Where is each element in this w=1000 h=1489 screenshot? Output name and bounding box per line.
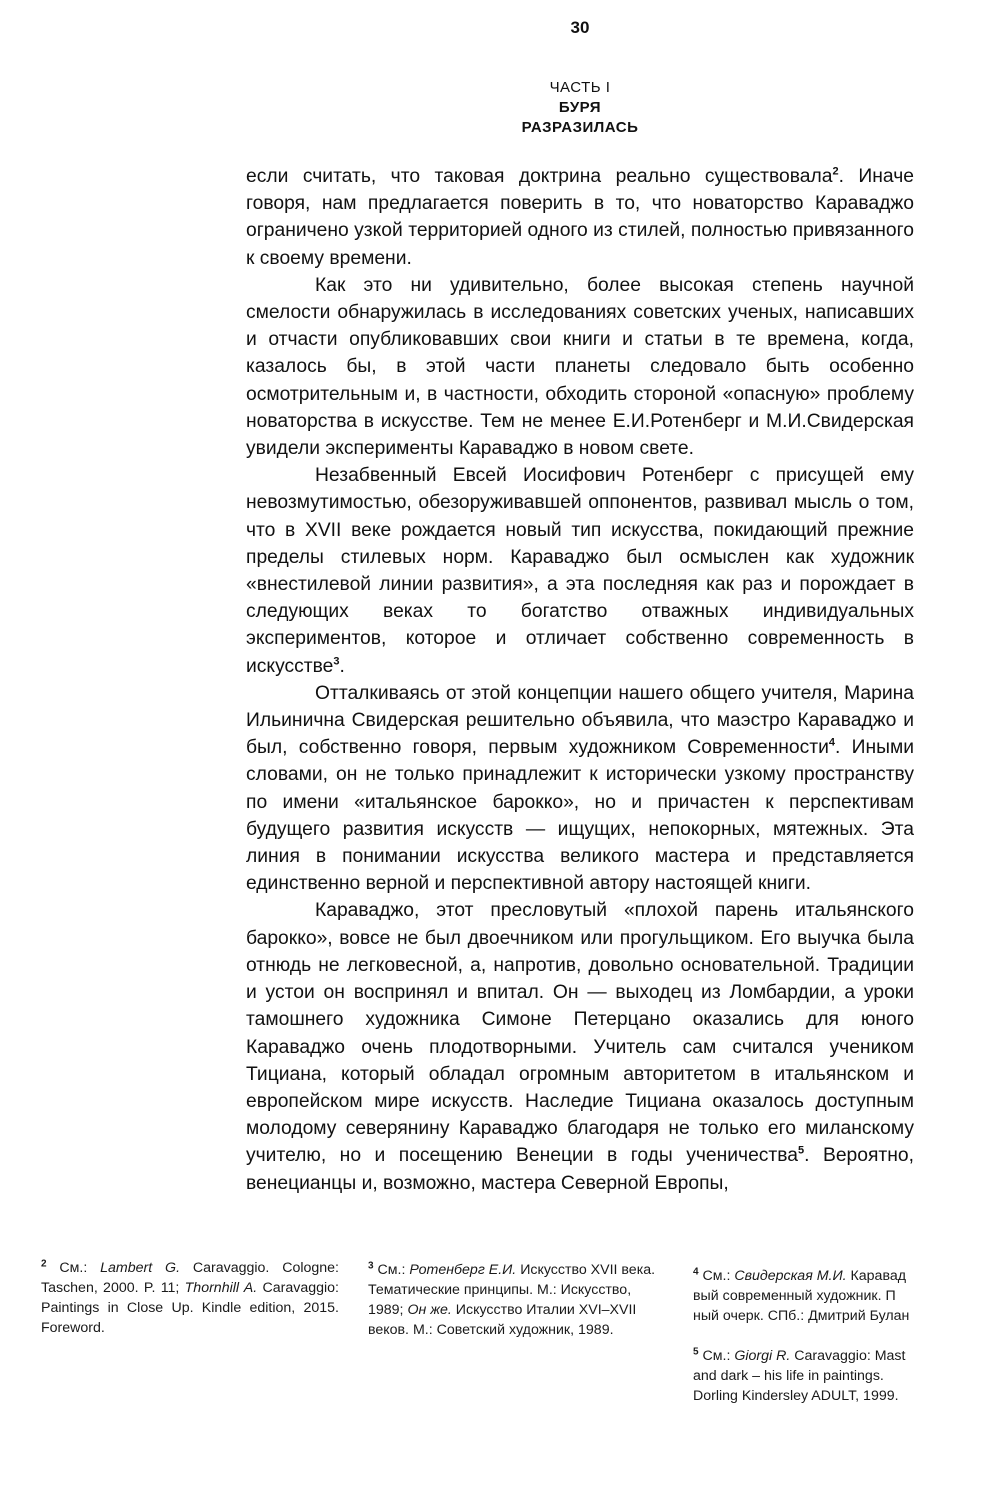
footnote-3-text-3: Искусство Италии XVI–XVII веков. М.: Советский художник, 1989.: [368, 1302, 637, 1338]
footnote-3: [368, 1260, 668, 1340]
footnote-2-text-3: Caravaggio: Paintings in Close Up. Kindle edition, 2015. Foreword.: [41, 1280, 339, 1336]
page-number: 30: [570, 18, 590, 37]
footnote-5: [693, 1346, 922, 1406]
paragraph-1-text-end: . Иначе говоря, нам предлагается поверить в то, что новаторство Караваджо ограничено узкой территорией одного из стилей, полностью привязанного к своему времени.: [246, 166, 914, 269]
paragraph-1-text: если считать, что таковая доктрина реально существовала: [246, 166, 833, 187]
footnote-5-text-1: Caravaggio: Mast: [790, 1348, 906, 1364]
footnote-2-author-2: Thornhill A.: [184, 1280, 258, 1296]
footnote-2-text-2: Caravaggio. Cologne: Taschen, 2000. P. 11;: [41, 1260, 339, 1296]
chapter-title-line-2: РАЗРАЗИЛАСЬ: [521, 119, 639, 136]
footnote-3-text-2: Искусство XVII века. Тематические принципы. М.: Искусство, 1989;: [368, 1262, 656, 1318]
footnote-4-line-1: [693, 1266, 922, 1286]
footnote-ref-4: 4: [828, 736, 836, 749]
footnote-3-author-2: Он же.: [407, 1302, 452, 1318]
footnote-2-text: См.:: [46, 1260, 101, 1276]
paragraph-4: [246, 680, 914, 898]
paragraph-4-text: Отталкиваясь от этой концепции нашего общего учителя, Марина Ильинична Свидерская решительно объявила, что маэстро Караваджо и был, собственно говоря, первым художником Современности: [246, 682, 914, 759]
footnote-2-author-1: Lambert G.: [100, 1260, 181, 1276]
paragraph-5-text: Караваджо, этот пресловутый «плохой парень итальянского барокко», вовсе не был двоечником или прогульщиком. Его выучка была отнюдь не легковесной, а, напротив, довольно основательной. Традиции и устои он воспринял и впитал. Он — выходец из Ломбардии, а уроки тамошнего художника Симоне Петерцано оказались для юного Караваджо очень плодотворными. Учитель сам считался учеником Тициана, который обладал огромным авторитетом в итальянском и европейском мире искусств. Наследие Тициана оказалось доступным молодому северянину Караваджо благодаря не только его миланскому учителю, но и посещению Венеции в годы ученичества: [246, 900, 914, 1167]
paragraph-3-text-end: .: [339, 655, 345, 677]
part-label: ЧАСТЬ I: [549, 79, 611, 96]
footnote-4-line-2: вый современный художник. П: [693, 1288, 896, 1304]
footnote-3-number: 3: [368, 1260, 374, 1272]
paragraph-3-text: Незабвенный Евсей Иосифович Ротенберг с присущей ему невозмутимостью, обезоруживавшей оппонентов, развивал мысль о том, что в XVII веке рождается новый тип искусства, покидающий прежние пределы стилевых норм. Караваджо был осмыслен как художник «внестилевой линии развития», а эта последняя как раз и порождает в следующих веках то богатство отважных индивидуальных экспериментов, которое и отличает собственно современность в искусстве: [246, 465, 914, 677]
footnote-4-text-1: Каравад: [846, 1268, 906, 1284]
footnote-ref-5: 5: [798, 1144, 805, 1157]
footnote-4-text: См.:: [698, 1268, 735, 1284]
footnote-2: [41, 1258, 339, 1338]
paragraph-5: [246, 897, 914, 1196]
footnote-3-author-1: Ротенберг Е.И.: [409, 1262, 517, 1278]
footnote-5-line-1: [693, 1346, 922, 1366]
footnote-4-number: 4: [693, 1266, 699, 1278]
footnote-5-line-2: and dark – his life in paintings.: [693, 1368, 884, 1384]
chapter-title-line-1: БУРЯ: [558, 99, 602, 116]
footnote-4-line-3: ный очерк. СПб.: Дмитрий Булан: [693, 1308, 910, 1324]
main-text: [246, 163, 914, 1197]
running-head: [0, 78, 1000, 138]
footnote-5-number: 5: [693, 1346, 699, 1358]
footnote-5-author: Giorgi R.: [734, 1348, 791, 1364]
footnote-3-text: См.:: [373, 1262, 410, 1278]
paragraph-2: Как это ни удивительно, более высокая степень научной смелости обнаружилась в исследованиях советских ученых, написавших и отчасти опубликовавших свои книги и статьи в те времена, когда, казалось бы, в этой части планеты следовало быть особенно осмотрительным и, в частности, обходить стороной «опасную» проблему новаторства в искусстве. Тем не менее Е.И.Ротенберг и М.И.Свидерская увидели эксперименты Караваджо в новом свете.: [246, 274, 914, 460]
footnote-ref-2: 2: [832, 165, 839, 178]
paragraph-1: [246, 163, 914, 272]
footnote-2-number: 2: [41, 1258, 47, 1270]
footnote-ref-3: 3: [333, 655, 340, 668]
footnote-4: [693, 1266, 922, 1326]
footnote-5-line-3: Dorling Kindersley ADULT, 1999.: [693, 1388, 899, 1404]
paragraph-4-text-end: . Иными словами, он не только принадлежит к исторически узкому пространству по имени «итальянское барокко», но и причастен к перспективам будущего развития искусств — ищущих, непокорных, мятежных. Эта линия в понимании искусства великого мастера и представляется единственно верной и перспективной автору настоящей книги.: [246, 737, 914, 895]
footnote-4-author: Свидерская М.И.: [734, 1268, 847, 1284]
paragraph-3: [246, 462, 914, 680]
footnote-5-text: См.:: [698, 1348, 735, 1364]
paragraph-5-text-end: . Вероятно, венецианцы и, возможно, мастера Северной Европы,: [246, 1145, 914, 1194]
